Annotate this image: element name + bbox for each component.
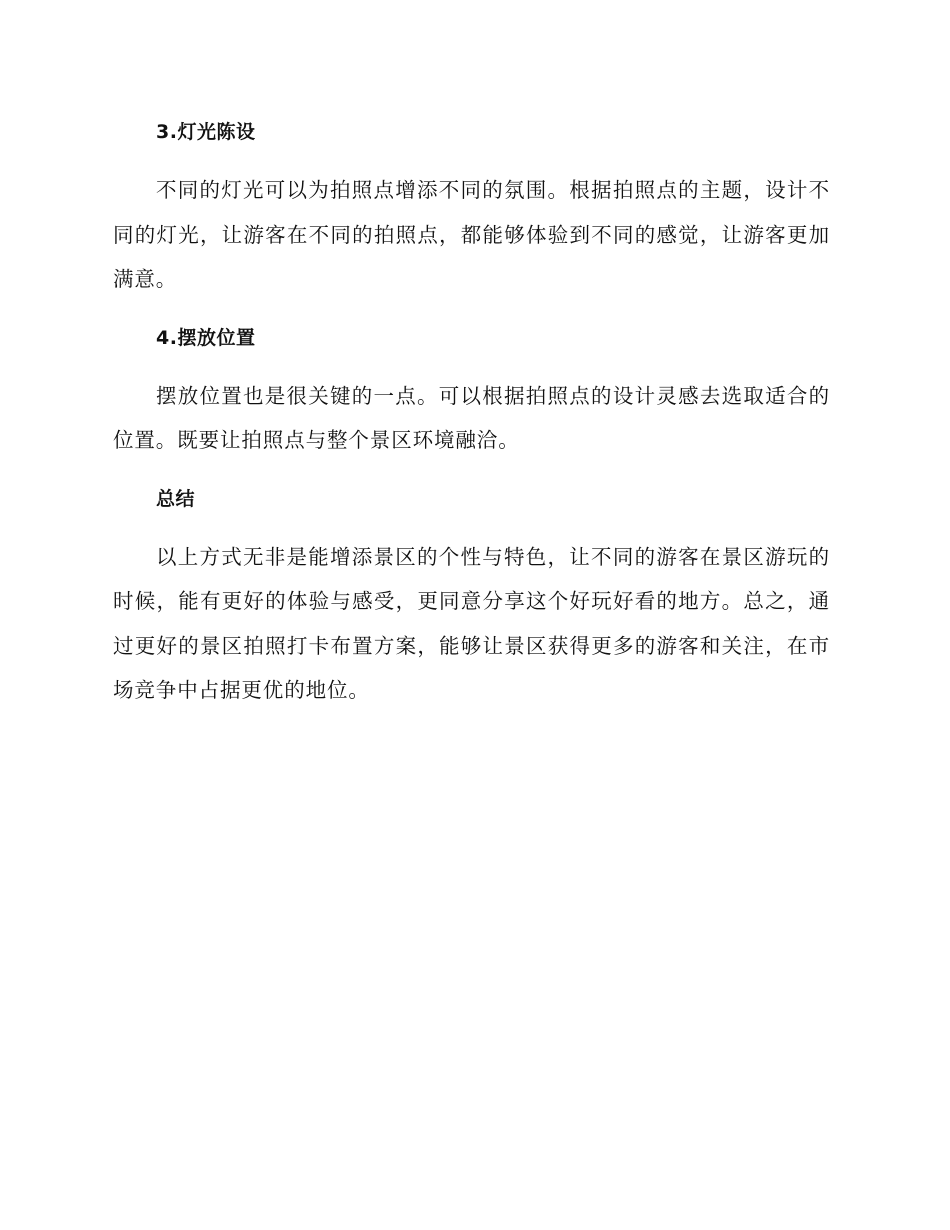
section-body-lighting: 不同的灯光可以为拍照点增添不同的氛围。根据拍照点的主题，设计不同的灯光，让游客在不同的拍照点，都能够体验到不同的感觉，让游客更加满意。 [113,178,830,291]
section-heading-summary: 总结 [156,487,196,510]
section-heading-lighting: 3.灯光陈设 [156,121,256,143]
section-heading-placement: 4.摆放位置 [156,326,256,349]
section-body-summary: 以上方式无非是能增添景区的个性与特色，让不同的游客在景区游玩的时候，能有更好的体验与感受，更同意分享这个好玩好看的地方。总之，通过更好的景区拍照打卡布置方案，能够让景区获得更多的游客和关注，在市场竞争中占据更优的地位。 [113,544,830,702]
section-body-placement: 摆放位置也是很关键的一点。可以根据拍照点的设计灵感去选取适合的位置。既要让拍照点与整个景区环境融洽。 [113,383,830,452]
